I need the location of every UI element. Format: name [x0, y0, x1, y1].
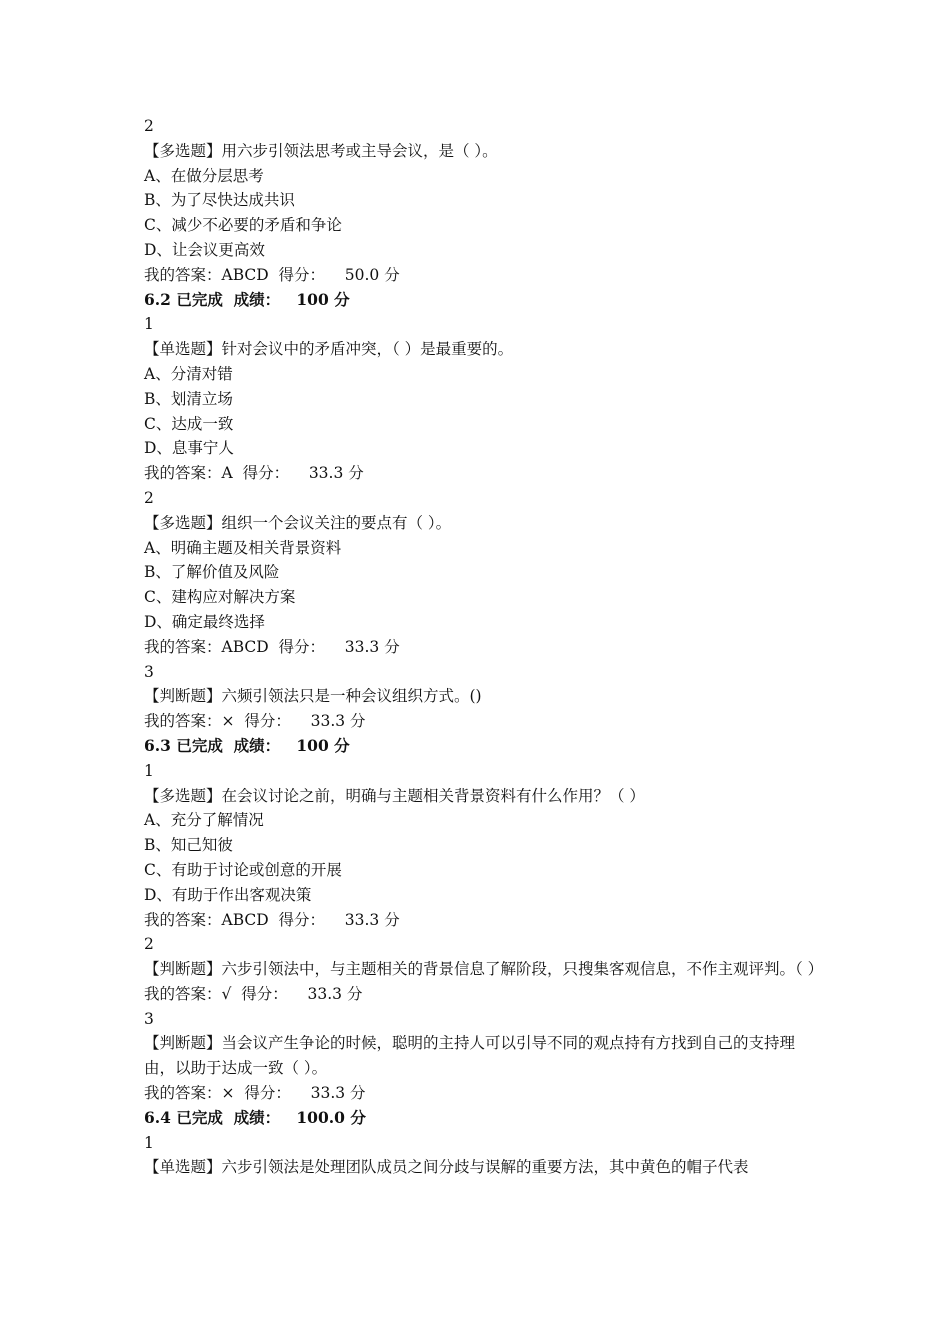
answer-label: 我的答案： — [144, 637, 222, 656]
my-answer-line — [144, 982, 824, 1007]
score-label: 得分： — [242, 464, 290, 483]
answer-label: 我的答案： — [144, 984, 222, 1003]
section-heading — [144, 288, 824, 313]
my-answer-line — [144, 635, 824, 660]
answer-label: 我的答案： — [144, 265, 222, 284]
answer-option: A、明确主题及相关背景资料 — [144, 538, 342, 557]
question-number: 1 — [144, 315, 154, 334]
answer-option: D、息事宁人 — [144, 439, 234, 458]
question-number: 2 — [144, 117, 154, 135]
grade-label: 成绩： — [233, 735, 281, 755]
score-value: 33.3 分 — [310, 1084, 366, 1103]
answer-option: A、分清对错 — [144, 364, 233, 383]
answer-option: D、让会议更高效 — [144, 240, 265, 259]
answer-option: B、为了尽快达成共识 — [144, 191, 295, 210]
question-text: 【判断题】六步引领法中，与主题相关的背景信息了解阶段，只搜集客观信息，不作主观评判。（ ） — [144, 960, 824, 979]
answer-label: 我的答案： — [144, 712, 222, 731]
question-number: 1 — [144, 761, 154, 780]
question-text: 【单选题】针对会议中的矛盾冲突，（ ）是最重要的。 — [144, 340, 514, 359]
grade-value: 100 分 — [296, 735, 350, 755]
grade-value: 100 分 — [296, 289, 350, 309]
score-label: 得分： — [278, 265, 326, 284]
answer-label: 我的答案： — [144, 1084, 222, 1103]
my-answer-line — [144, 263, 824, 288]
score-value: 33.3 分 — [308, 464, 364, 483]
question-number: 2 — [144, 488, 154, 507]
question-number: 3 — [144, 1009, 154, 1028]
my-answer-line — [144, 461, 824, 486]
grade-label: 成绩： — [233, 289, 281, 309]
question-text: 【多选题】用六步引领法思考或主导会议，是（ ）。 — [144, 141, 498, 160]
answer-value: × — [221, 1084, 235, 1103]
question-text: 【判断题】六频引领法只是一种会议组织方式。() — [144, 687, 482, 706]
document-page — [144, 114, 824, 1180]
section-heading — [144, 1106, 824, 1131]
answer-option: B、了解价值及风险 — [144, 563, 280, 582]
my-answer-line — [144, 908, 824, 933]
answer-option: B、划清立场 — [144, 389, 233, 408]
question-number: 2 — [144, 935, 154, 954]
score-value: 33.3 分 — [344, 910, 400, 929]
answer-option: D、确定最终选择 — [144, 612, 265, 631]
answer-option: A、在做分层思考 — [144, 166, 264, 185]
question-text: 【判断题】当会议产生争论的时候，聪明的主持人可以引导不同的观点持有方找到自己的支持理由，以助于达成一致（ ）。 — [144, 1034, 796, 1078]
score-label: 得分： — [244, 712, 291, 731]
my-answer-line — [144, 709, 824, 734]
answer-value: ABCD — [221, 637, 269, 656]
answer-option: C、有助于讨论或创意的开展 — [144, 860, 342, 879]
score-value: 33.3 分 — [307, 984, 363, 1003]
score-value: 33.3 分 — [310, 712, 366, 731]
my-answer-line — [144, 1081, 824, 1106]
answer-label: 我的答案： — [144, 910, 222, 929]
score-value: 50.0 分 — [344, 265, 400, 284]
grade-value: 100.0 分 — [296, 1107, 366, 1127]
question-text: 【单选题】六步引领法是处理团队成员之间分歧与误解的重要方法，其中黄色的帽子代表 — [144, 1158, 749, 1177]
answer-value: × — [221, 712, 235, 731]
answer-option: C、减少不必要的矛盾和争论 — [144, 216, 342, 235]
question-text: 【多选题】组织一个会议关注的要点有（ ）。 — [144, 513, 452, 532]
grade-label: 成绩： — [233, 1107, 281, 1127]
question-number: 1 — [144, 1133, 154, 1152]
answer-value: A — [221, 464, 233, 483]
score-label: 得分： — [244, 1084, 291, 1103]
score-label: 得分： — [278, 910, 326, 929]
score-label: 得分： — [278, 637, 326, 656]
answer-option: A、充分了解情况 — [144, 811, 264, 830]
answer-label: 我的答案： — [144, 464, 222, 483]
answer-option: D、有助于作出客观决策 — [144, 885, 312, 904]
answer-option: C、建构应对解决方案 — [144, 588, 296, 607]
question-number: 3 — [144, 662, 154, 681]
score-label: 得分： — [241, 984, 288, 1003]
answer-option: B、知己知彼 — [144, 836, 233, 855]
question-text: 【多选题】在会议讨论之前，明确与主题相关背景资料有什么作用？（ ） — [144, 786, 645, 805]
section-title: 6.2 已完成 — [144, 289, 223, 309]
answer-option: C、达成一致 — [144, 414, 234, 433]
section-title: 6.4 已完成 — [144, 1107, 223, 1127]
answer-value: ABCD — [221, 265, 269, 284]
score-value: 33.3 分 — [344, 637, 400, 656]
answer-value: ABCD — [221, 910, 269, 929]
answer-value: √ — [221, 984, 232, 1003]
section-title: 6.3 已完成 — [144, 735, 223, 755]
section-heading — [144, 734, 824, 759]
